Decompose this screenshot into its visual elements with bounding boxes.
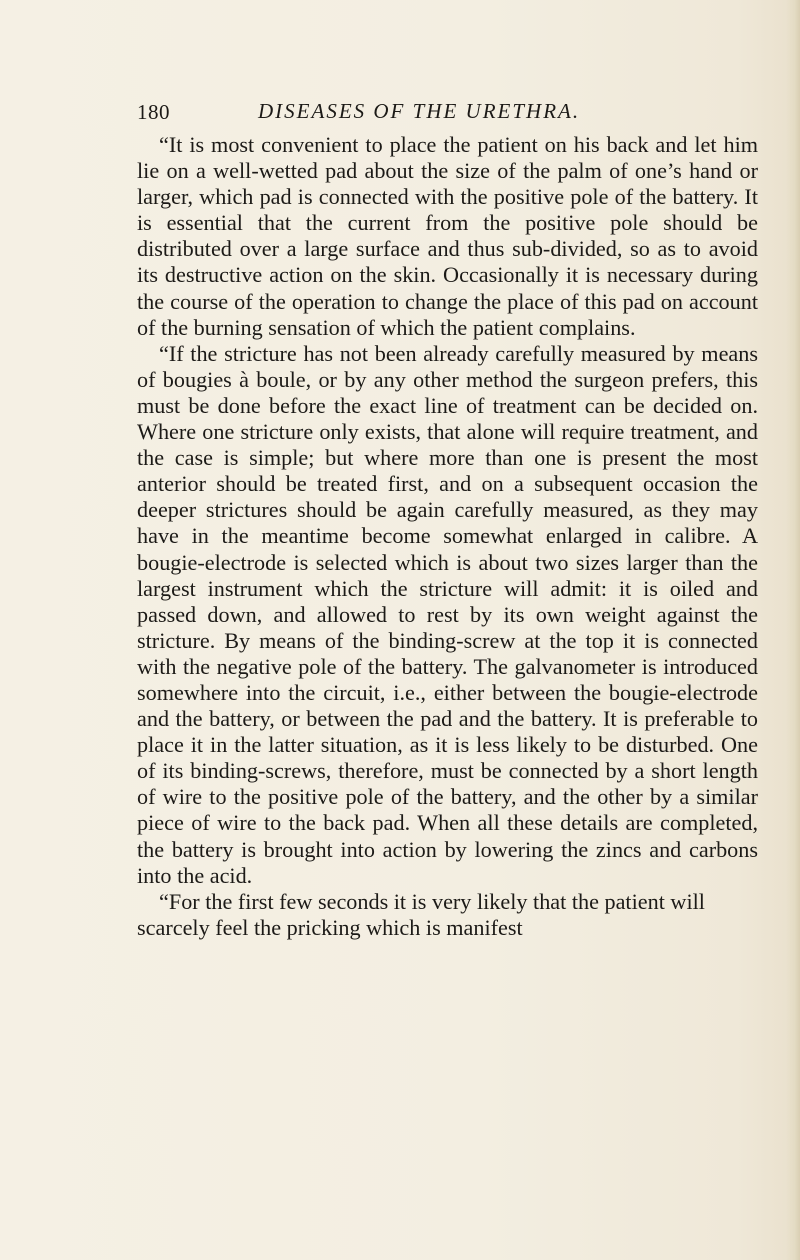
body-text — [137, 132, 758, 941]
page-edge — [786, 0, 800, 1260]
running-title: DISEASES OF THE URETHRA. — [258, 99, 581, 123]
paragraph: “For the first few seconds it is very likely that the patient will scarcely feel the pricking which is manifest — [137, 888, 705, 940]
running-head — [137, 100, 757, 130]
paragraph: “It is most convenient to place the patient on his back and let him lie on a well-wetted pad about the size of the palm of one’s hand or larger, which pad is connected with the positive pole of the battery. It is essential that the current from the positive pole should be distributed over a large surface and thus sub-divided, so as to avoid its destructive action on the skin. Occasionally it is necessary during the course of the operation to change the place of this pad on account of the burning sensation of which the patient complains. — [137, 132, 758, 340]
page-number: 180 — [137, 100, 170, 124]
paragraph: “If the stricture has not been already carefully measured by means of bougies à boule, or by any other method the surgeon prefers, this must be done before the exact line of treatment can be decided on. Where one stricture only exists, that alone will require treatment, and the case is simple; but where more than one is present the most anterior should be treated first, and on a subsequent occasion the deeper strictures should be again carefully measured, as they may have in the meantime become somewhat enlarged in calibre. A bougie-electrode is selected which is about two sizes larger than the largest instrument which the stricture will admit: it is oiled and passed down, and allowed to rest by its own weight against the stricture. By means of the binding-screw at the top it is connected with the negative pole of the battery. The galvanometer is introduced somewhere into the circuit, i.e., either between the bougie-electrode and the battery, or between the pad and the battery. It is preferable to place it in the latter situation, as it is less likely to be disturbed. One of its binding-screws, therefore, must be connected by a short length of wire to the positive pole of the battery, and the other by a similar piece of wire to the back pad. When all these details are completed, the battery is brought into action by lowering the zincs and carbons into the acid. — [137, 340, 758, 888]
